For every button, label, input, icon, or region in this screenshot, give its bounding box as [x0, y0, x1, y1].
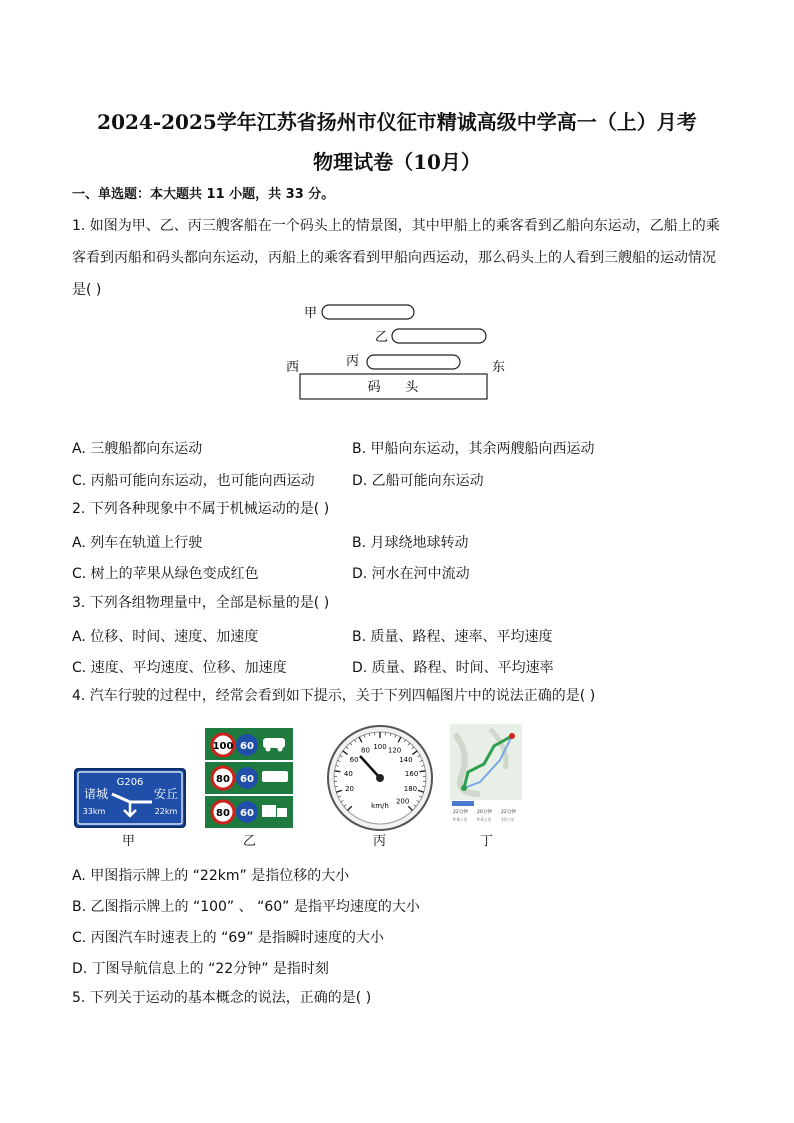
q4-option-a: A. 甲图指示牌上的 “22km” 是指位移的大小	[72, 868, 350, 884]
q2-option-c: C. 树上的苹果从绿色变成红色	[72, 566, 259, 582]
q1-option-c: C. 丙船可能向东运动，也可能向西运动	[72, 473, 315, 489]
q4-option-c: C. 丙图汽车时速表上的 “69” 是指瞬时速度的大小	[72, 930, 384, 946]
q4-speed-limit-signs	[205, 728, 293, 828]
sign-right-city: 安丘	[153, 787, 179, 801]
q5-stem: 5. 下列关于运动的基本概念的说法，正确的是( )	[72, 990, 372, 1006]
section-heading: 一、单选题：本大题共 11 小题，共 33 分。	[72, 187, 335, 202]
gauge-tick-label: 200	[395, 797, 410, 806]
gauge-tick-label: 140	[399, 756, 413, 765]
q4-navigation-map	[450, 724, 522, 828]
gauge-tick-label: 160	[404, 769, 419, 778]
route-time-2: 20分钟	[477, 810, 493, 815]
sign-road-number: G206	[116, 777, 144, 788]
boat-yi	[392, 329, 486, 343]
label-bing: 丙	[346, 354, 360, 369]
gauge-tick-label: 60	[349, 756, 359, 765]
destination-marker	[509, 733, 515, 739]
caption-ding: 丁	[480, 834, 494, 849]
gauge-tick-label: 120	[387, 746, 402, 755]
gauge-tick-label: 80	[361, 746, 370, 755]
q1-stem-line1: 1. 如图为甲、乙、丙三艘客船在一个码头上的情景图，其中甲船上的乘客看到乙船向东运动，乙船上的乘	[72, 218, 720, 234]
q2-stem: 2. 下列各种现象中不属于机械运动的是( )	[72, 501, 330, 517]
sign-right-distance: 22km	[154, 807, 178, 816]
paper-title-line2: 物理试卷（10月）	[313, 150, 481, 174]
q2-option-b: B. 月球绕地球转动	[352, 535, 469, 551]
route-dist-1: 9.8公里	[453, 817, 468, 822]
gauge-tick-label: 180	[403, 784, 418, 793]
label-yi: 乙	[375, 330, 389, 345]
q1-boats-figure	[280, 300, 520, 404]
gauge-unit: km/h	[371, 802, 389, 810]
sign-max-car: 100	[212, 741, 234, 752]
route-dist-2: 9.6公里	[477, 817, 492, 822]
boat-bing	[367, 355, 460, 369]
boat-jia	[322, 305, 414, 319]
truck-icon	[262, 805, 276, 817]
q1-option-b: B. 甲船向东运动，其余两艘船向西运动	[352, 441, 595, 457]
q3-option-a: A. 位移、时间、速度、加速度	[72, 629, 259, 645]
caption-jia: 甲	[122, 834, 136, 849]
q1-option-d: D. 乙船可能向东运动	[352, 473, 484, 489]
sign-left-city: 诸城	[83, 787, 109, 801]
sign-min-car: 60	[240, 741, 254, 752]
route-time-3: 22分钟	[501, 810, 517, 815]
car-icon	[263, 738, 285, 748]
q4-direction-sign	[74, 768, 186, 828]
q3-stem: 3. 下列各组物理量中，全部是标量的是( )	[72, 595, 330, 611]
dock-label: 码 头	[367, 380, 419, 395]
q4-option-d: D. 丁图导航信息上的 “22分钟” 是指时刻	[72, 961, 329, 977]
gauge-tick-label: 20	[345, 784, 355, 793]
sign-max-truck: 80	[216, 808, 230, 819]
sign-min-truck: 60	[240, 808, 254, 819]
q3-option-b: B. 质量、路程、速率、平均速度	[352, 629, 553, 645]
origin-marker	[461, 785, 467, 791]
q1-option-a: A. 三艘船都向东运动	[72, 441, 203, 457]
caption-bing: 丙	[373, 834, 387, 849]
label-east: 东	[492, 360, 506, 375]
route-time-1: 22分钟	[453, 810, 469, 815]
sign-min-bus: 60	[240, 774, 254, 785]
route-dist-3: 10公里	[501, 817, 515, 822]
label-jia: 甲	[304, 306, 318, 321]
gauge-tick-label: 40	[343, 769, 353, 778]
q2-option-d: D. 河水在河中流动	[352, 566, 470, 582]
gauge-tick-label: 100	[373, 743, 387, 751]
q1-stem-line2: 客看到丙船和码头都向东运动，丙船上的乘客看到甲船向西运动，那么码头上的人看到三艘船的运动情况	[72, 250, 716, 266]
caption-yi: 乙	[243, 834, 257, 849]
q3-option-d: D. 质量、路程、时间、平均速率	[352, 660, 554, 676]
gauge-tick	[420, 771, 426, 772]
q4-stem: 4. 汽车行驶的过程中，经常会看到如下提示，关于下列四幅图片中的说法正确的是( )	[72, 688, 596, 704]
sign-max-bus: 80	[216, 774, 230, 785]
q1-stem-line3: 是( )	[72, 282, 102, 298]
q3-option-c: C. 速度、平均速度、位移、加速度	[72, 660, 287, 676]
bus-icon	[262, 771, 288, 782]
paper-title-line1: 2024-2025学年江苏省扬州市仪征市精诚高级中学高一（上）月考	[97, 110, 697, 134]
sign-left-distance: 33km	[82, 807, 106, 816]
q4-option-b: B. 乙图指示牌上的 “100” 、 “60” 是指平均速度的大小	[72, 899, 420, 915]
label-west: 西	[286, 360, 300, 375]
q2-option-a: A. 列车在轨道上行驶	[72, 535, 203, 551]
q4-speedometer	[326, 724, 434, 832]
gauge-tick	[335, 771, 341, 772]
